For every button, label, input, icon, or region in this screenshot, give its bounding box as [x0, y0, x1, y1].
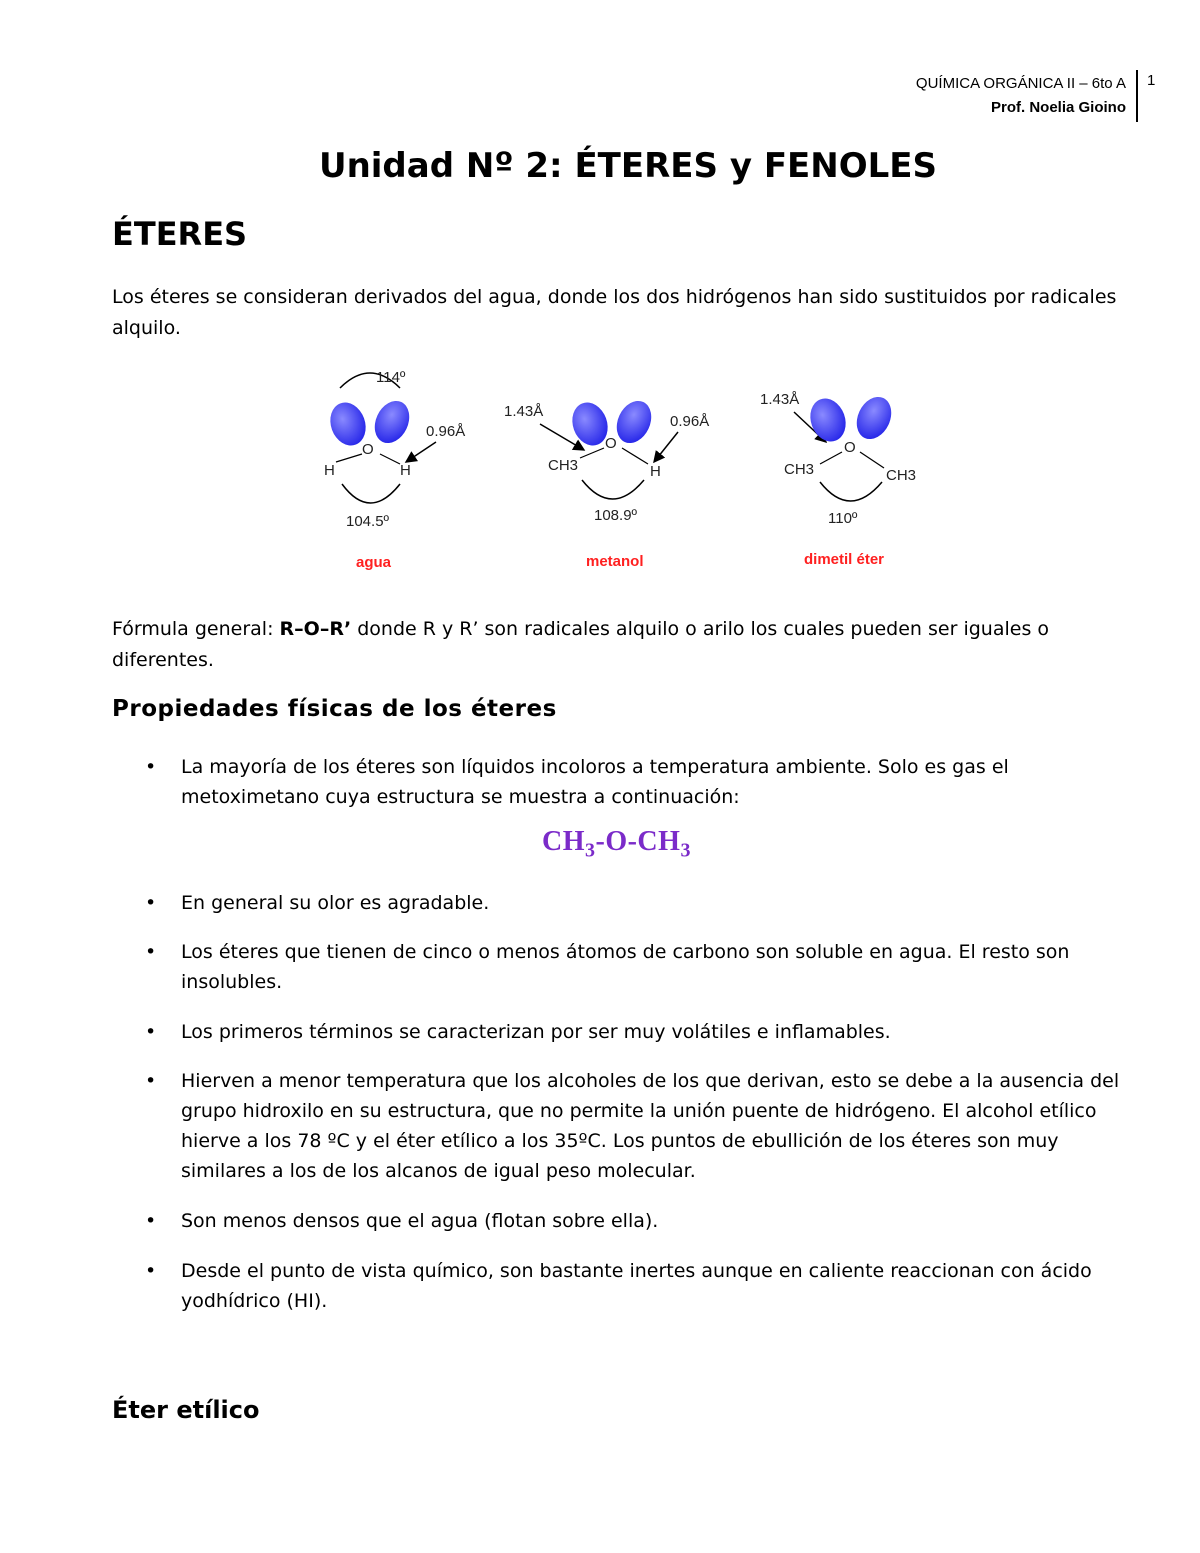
molecule-methanol — [504, 395, 709, 570]
header-divider — [1136, 70, 1138, 122]
bullet: • — [145, 1070, 157, 1092]
caption-dimethyl-ether: dimetil éter — [804, 551, 885, 568]
page-header — [800, 72, 1126, 120]
water-top-angle: 114º — [376, 369, 406, 386]
bullet: • — [145, 756, 157, 778]
methanol-right-atom: H — [650, 463, 661, 480]
general-formula-paragraph — [112, 614, 1142, 676]
ether-bond-length: 1.43Å — [760, 391, 800, 408]
molecule-dimethyl-ether — [760, 391, 916, 568]
lone-pair-lobe — [610, 395, 658, 448]
course-name: QUÍMICA ORGÁNICA II – 6to A — [915, 75, 1126, 92]
methanol-left-atom: CH3 — [548, 457, 579, 474]
methanol-bottom-angle: 108.9º — [594, 507, 638, 524]
methanol-center-atom: O — [605, 435, 617, 452]
molecule-diagram — [300, 360, 940, 580]
molecule-water — [324, 369, 465, 571]
bullet: • — [145, 1021, 157, 1043]
section-heading-properties: Propiedades físicas de los éteres — [112, 696, 557, 722]
methanol-bond-length-right: 0.96Å — [670, 413, 710, 430]
section-heading-ether-ethyl: Éter etílico — [112, 1396, 260, 1424]
water-right-atom: H — [400, 462, 411, 479]
list-item: • Hierven a menor temperatura que los alcoholes de los que derivan, esto se debe a la ausencia del grupo hidroxilo en su estructura, que no permite la unión puente de hidrógeno. El alcohol etílico hierve a los 78 ºC y el éter etílico a los 35ºC. Los puntos de ebullición de los éteres son muy similares a los de los alcanos de igual peso molecular. — [181, 1066, 1141, 1186]
document-title: Unidad Nº 2: ÉTERES y FENOLES — [318, 146, 938, 186]
list-item: • Los éteres que tienen de cinco o menos átomos de carbono son soluble en agua. El resto son insolubles. — [181, 937, 1141, 997]
bullet: • — [145, 941, 157, 963]
general-formula: R–O–R’ — [279, 618, 352, 640]
water-left-atom: H — [324, 462, 335, 479]
general-formula-prefix: Fórmula general: — [112, 618, 280, 640]
list-item: • Los primeros términos se caracterizan por ser muy volátiles e inflamables. — [181, 1017, 1141, 1047]
water-bottom-angle: 104.5º — [346, 513, 390, 530]
list-item: • La mayoría de los éteres son líquidos incoloros a temperatura ambiente. Solo es gas el metoximetano cuya estructura se muestra a continuación: — [181, 752, 1141, 812]
metoximetano-structure: $CH_3-O-CH_3$ — [542, 826, 691, 862]
bullet: • — [145, 1260, 157, 1282]
page-number: 1 — [1147, 72, 1156, 89]
ether-bottom-angle: 110º — [828, 510, 858, 527]
methanol-bond-length-left: 1.43Å — [504, 403, 544, 420]
list-item: • Desde el punto de vista químico, son bastante inertes aunque en caliente reaccionan con ácido yodhídrico (HI). — [181, 1256, 1141, 1316]
lone-pair-lobe — [368, 395, 416, 448]
ether-right-atom: CH3 — [886, 467, 917, 484]
general-formula-suffix: donde R y R’ son radicales alquilo o arilo los cuales pueden ser iguales o diferentes. — [112, 618, 1050, 671]
bullet: • — [145, 892, 157, 914]
list-item: • En general su olor es agradable. — [181, 888, 1141, 918]
section-heading-eteres: ÉTERES — [112, 215, 248, 253]
caption-methanol: metanol — [586, 553, 644, 570]
list-item: • Son menos densos que el agua (flotan sobre ella). — [181, 1206, 1141, 1236]
ether-center-atom: O — [844, 439, 856, 456]
molecule-geometry-figure — [300, 360, 940, 580]
ether-left-atom: CH3 — [784, 461, 815, 478]
bullet: • — [145, 1210, 157, 1232]
lone-pair-lobe — [850, 391, 898, 444]
water-bond-length: 0.96Å — [426, 423, 466, 440]
professor-name: Prof. Noelia Gioino — [990, 99, 1126, 116]
intro-paragraph: Los éteres se consideran derivados del agua, donde los dos hidrógenos han sido sustituidos por radicales alquilo. — [112, 286, 1117, 339]
caption-water: agua — [356, 554, 392, 571]
water-center-atom: O — [362, 441, 374, 458]
